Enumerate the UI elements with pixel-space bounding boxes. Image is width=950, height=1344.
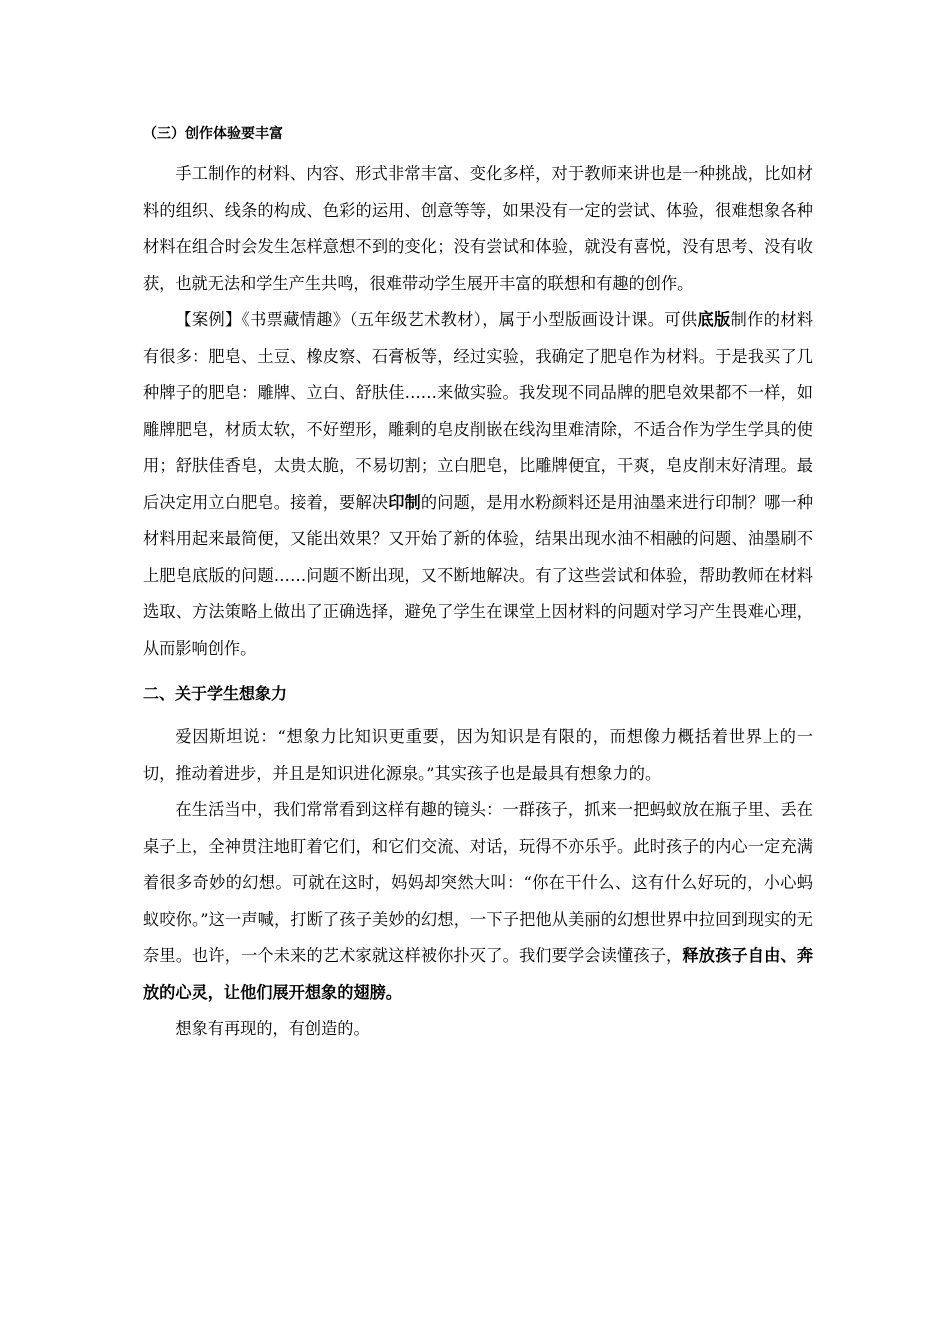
paragraph-case (143, 302, 813, 667)
paragraph-materials: 手工制作的材料、内容、形式非常丰富、变化多样，对于教师来讲也是一种挑战，比如材料的组织、线条的构成、色彩的运用、创意等等，如果没有一定的尝试、体验，很难想象各种材料在组合时会发生怎样意想不到的变化；没有尝试和体验，就没有喜悦，没有思考、没有收获，也就无法和学生产生共鸣，很难带动学生展开丰富的联想和有趣的创作。 (143, 164, 813, 293)
case-text-part-3: 的问题，是用水粉颜料还是用油墨来进行印制？哪一种材料用起来最简便，又能出效果？又开始了新的体验，结果出现水油不相融的问题、油墨刷不上肥皂底版的问题……问题不断出现，又不断地解决。有了这些尝试和体验，帮助教师在材料选取、方法策略上做出了正确选择，避免了学生在课堂上因材料的问题对学习产生畏难心理，从而影响创作。 (143, 492, 814, 658)
case-bold-base-plate: 底版 (697, 310, 731, 329)
paragraph-ants-story (143, 792, 813, 1011)
sub-heading: （三）创作体验要丰富 (143, 126, 283, 142)
paragraph-imagination-types: 想象有再现的，有创造的。 (175, 1019, 370, 1038)
ants-text-part-1: 在生活当中，我们常常看到这样有趣的镜头：一群孩子，抓来一把蚂蚁放在瓶子里、丢在桌子上，全神贯注地盯着它们，和它们交流、对话，玩得不亦乐乎。此时孩子的内心一定充满着很多奇妙的幻想。可就在这时，妈妈却突然大叫：“你在干什么、这有什么好玩的，小心蚂蚁咬你。”这一声喊，打断了孩子美妙的幻想，一下子把他从美丽的幻想世界中拉回到现实的无奈里。也许，一个未来的艺术家就这样被你扑灭了。我们要学会读懂孩子， (143, 800, 813, 965)
section-heading: 二、关于学生想象力 (143, 684, 288, 703)
case-text-part-2: 制作的材料有很多：肥皂、土豆、橡皮察、石膏板等，经过实验，我确定了肥皂作为材料。于是我买了几种牌子的肥皂：雕牌、立白、舒肤佳……来做实验。我发现不同品牌的肥皂效果都不一样，如雕牌肥皂，材质太软，不好塑形，雕剩的皂皮削嵌在线沟里难清除，不适合作为学生学具的使用；舒肤佳香皂，太贵太脆，不易切割；立白肥皂，比雕牌便宜，干爽，皂皮削末好清理。最后决定用立白肥皂。接着，要解决 (143, 310, 814, 512)
paragraph-einstein-quote: 爱因斯坦说：“想象力比知识更重要，因为知识是有限的，而想像力概括着世界上的一切，推动着进步，并且是知识进化源泉。”其实孩子也是最具有想象力的。 (143, 727, 813, 783)
case-text-part-1: 【案例】《书票藏情趣》（五年级艺术教材），属于小型版画设计课。可供 (175, 310, 698, 329)
document-body (143, 124, 813, 1048)
ants-bold-conclusion: 释放孩子自由、奔放的心灵，让他们展开想象的翅膀。 (143, 946, 814, 1002)
case-bold-printing: 印制 (388, 492, 421, 512)
